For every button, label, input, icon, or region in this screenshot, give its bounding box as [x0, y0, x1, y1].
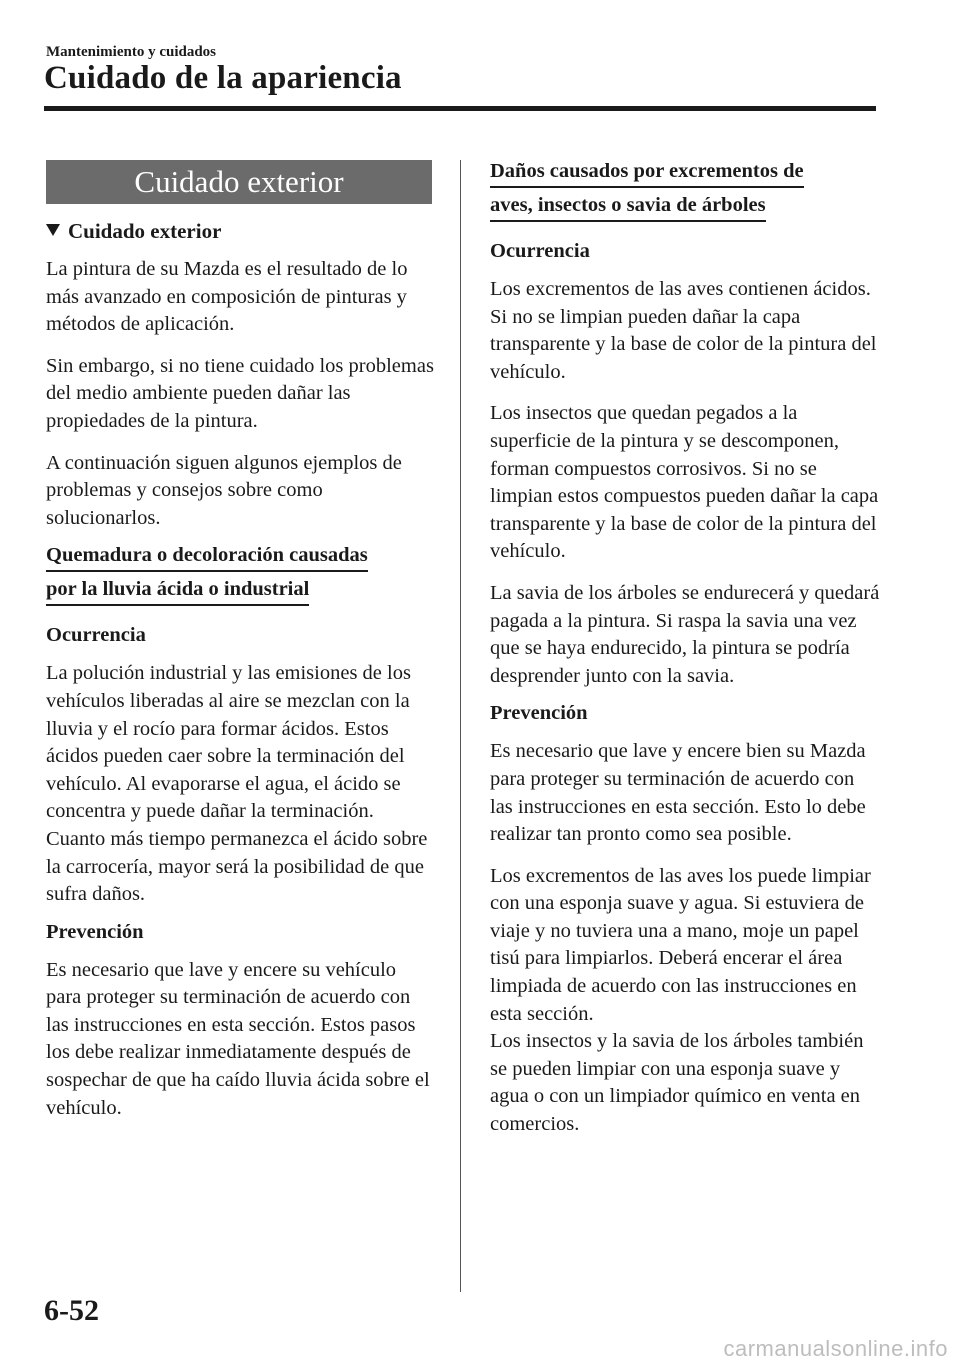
- topic-heading-line: aves, insectos o savia de árboles: [490, 192, 766, 222]
- paragraph: Los excrementos de las aves contienen ácidos. Si no se limpian pueden dañar la capa transparente y la base de color de la pintura del vehículo.: [490, 278, 877, 383]
- subsection-heading-text: Cuidado exterior: [68, 219, 222, 243]
- label-ocurrencia: Ocurrencia: [490, 240, 590, 262]
- section-label: Mantenimiento y cuidados: [46, 44, 217, 60]
- subsection-heading: [46, 218, 436, 244]
- page-number: 6-52: [44, 1294, 99, 1327]
- topic-heading: [490, 158, 880, 226]
- label-prevencion: Prevención: [490, 702, 588, 725]
- paragraph: A continuación siguen algunos ejemplos de problemas y consejos sobre como solucionarlos.: [46, 451, 402, 529]
- right-column: [490, 158, 880, 1153]
- paragraph: Cuanto más tiempo permanezca el ácido sobre la carrocería, mayor será la posibilidad de que sufra daños.: [46, 827, 428, 906]
- paragraph: La savia de los árboles se endurecerá y quedará pagada a la pintura. Si raspa la savia una vez que se haya endurecido, la pintura se podría desprender junto con la savia.: [490, 581, 880, 687]
- paragraph: Los insectos que quedan pegados a la superficie de la pintura y se descomponen, forman compuestos corrosivos. Si no se limpian estos compuestos pueden dañar la capa transparente y la base de color de la pintura del vehículo.: [490, 402, 879, 563]
- topic-heading: [46, 542, 436, 610]
- section-banner: Cuidado exterior: [46, 160, 432, 204]
- paragraph: La pintura de su Mazda es el resultado de lo más avanzado en composición de pinturas y métodos de aplicación.: [46, 258, 408, 336]
- label-prevencion: Prevención: [46, 920, 144, 943]
- page-title: Cuidado de la apariencia: [44, 60, 402, 96]
- column-divider: [460, 160, 461, 1292]
- topic-heading-line: Daños causados por excrementos de: [490, 158, 804, 188]
- paragraph: La polución industrial y las emisiones de los vehículos liberadas al aire se mezclan con la lluvia y el rocío para formar ácidos. Estos ácidos pueden caer sobre la terminación del vehículo. Al evaporarse el agua, el ácido se concentra y puede dañar la terminación.: [46, 662, 411, 823]
- paragraph: Los excrementos de las aves los puede limpiar con una esponja suave y agua. Si estuviera de viaje y no tuviera una a mano, moje un papel tisú para limpiarlos. Deberá encerar el área limpiada de acuerdo con las instrucciones en esta sección.: [490, 864, 871, 1025]
- left-column: [46, 160, 436, 1136]
- paragraph: Los insectos y la savia de los árboles también se pueden limpiar con una esponja suave y agua o con un limpiador químico en venta en comercios.: [490, 1030, 864, 1136]
- topic-heading-line: Quemadura o decoloración causadas: [46, 542, 368, 572]
- label-ocurrencia: Ocurrencia: [46, 624, 146, 647]
- watermark: carmanualsonline.info: [723, 1336, 948, 1361]
- header-rule: [44, 106, 876, 111]
- paragraph: Es necesario que lave y encere bien su Mazda para proteger su terminación de acuerdo con las instrucciones en esta sección. Esto lo debe realizar tan pronto como sea posible.: [490, 740, 866, 846]
- paragraph: Sin embargo, si no tiene cuidado los problemas del medio ambiente pueden dañar las propiedades de la pintura.: [46, 354, 434, 432]
- paragraph: Es necesario que lave y encere su vehículo para proteger su terminación de acuerdo con las instrucciones en esta sección. Estos pasos los debe realizar inmediatamente después de sospechar de que ha caído lluvia ácida sobre el vehículo.: [46, 958, 430, 1119]
- topic-heading-line: por la lluvia ácida o industrial: [46, 576, 309, 606]
- triangle-bullet-icon: [46, 224, 60, 236]
